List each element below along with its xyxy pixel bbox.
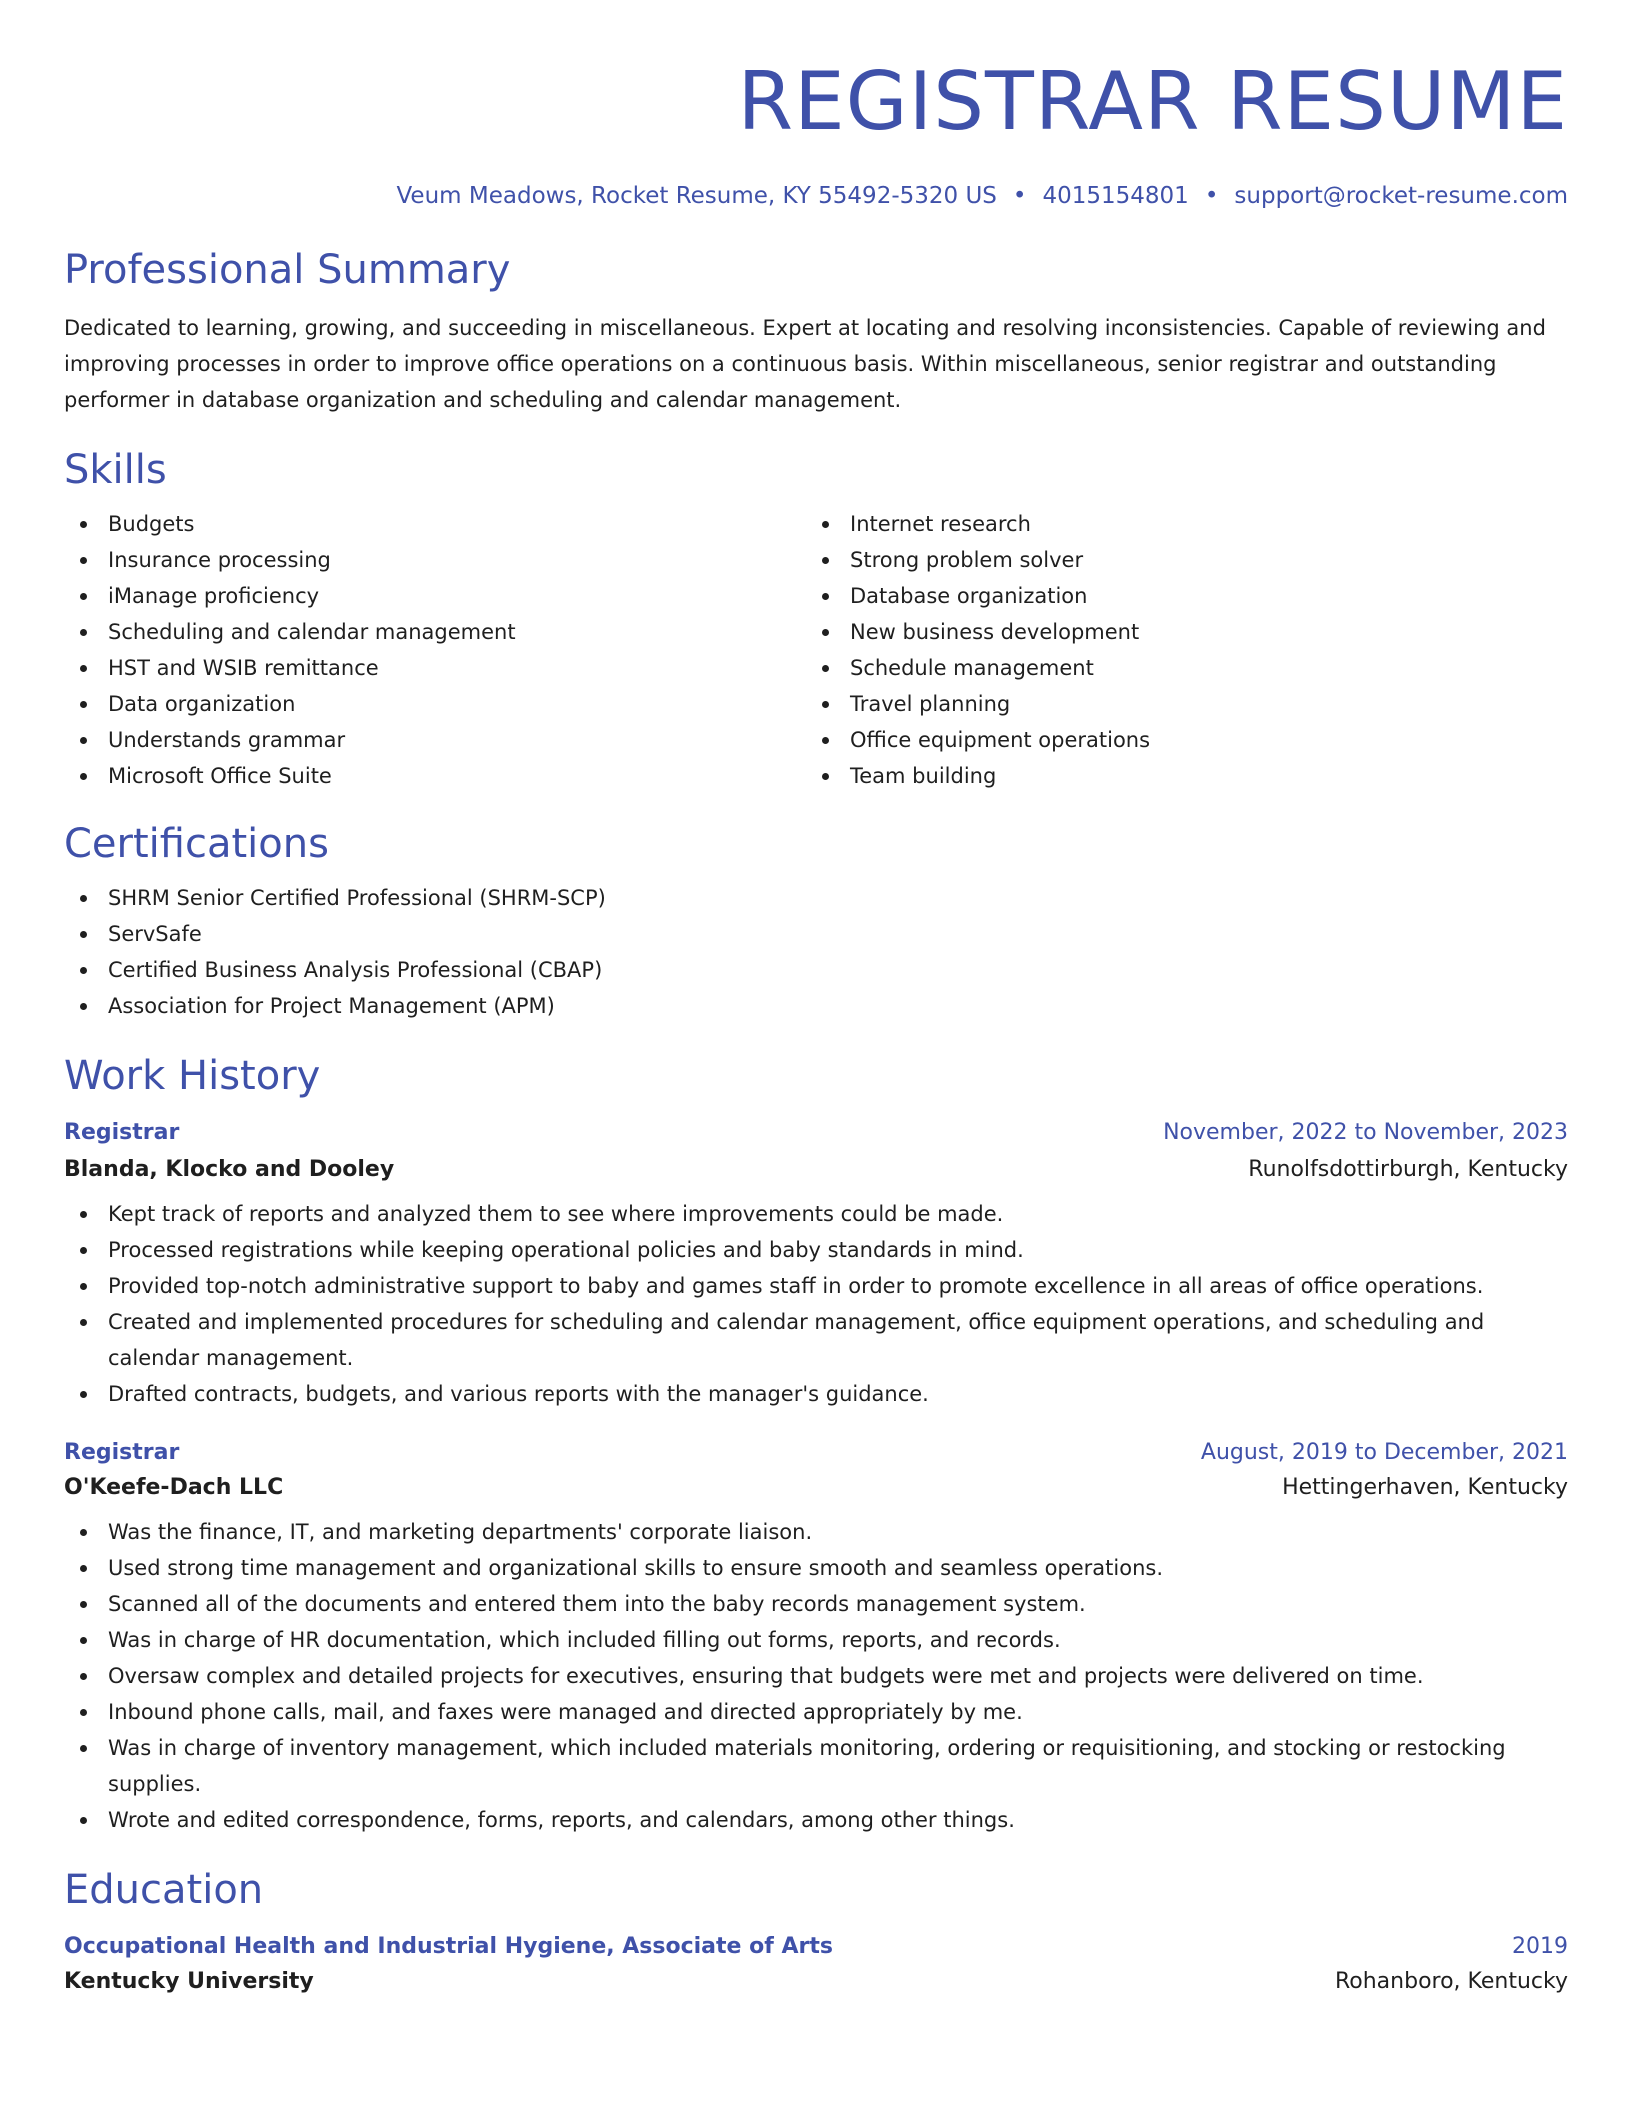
job-company: O'Keefe-Dach LLC bbox=[64, 1475, 284, 1500]
job-entry bbox=[64, 1120, 1568, 1412]
skill-item: Understands grammar bbox=[64, 722, 806, 758]
certification-item: Certified Business Analysis Professional (CBAP) bbox=[64, 952, 1568, 988]
job-bullet: Used strong time management and organizational skills to ensure smooth and seamless operations. bbox=[64, 1550, 1568, 1586]
skill-item: New business development bbox=[806, 614, 1548, 650]
skill-item: Data organization bbox=[64, 686, 806, 722]
skill-item: Office equipment operations bbox=[806, 722, 1548, 758]
job-bullets bbox=[64, 1196, 1568, 1412]
certifications-heading: Certifications bbox=[64, 821, 329, 867]
certification-item: SHRM Senior Certified Professional (SHRM-SCP) bbox=[64, 880, 1568, 916]
skill-item: HST and WSIB remittance bbox=[64, 650, 806, 686]
job-bullet: Was in charge of inventory management, which included materials monitoring, ordering or requisitioning, and stocking or restocking supplies. bbox=[64, 1730, 1568, 1802]
skills-column-right bbox=[806, 506, 1548, 794]
job-bullet: Created and implemented procedures for scheduling and calendar management, office equipment operations, and scheduling and calendar management. bbox=[64, 1304, 1568, 1376]
education-heading: Education bbox=[64, 1867, 264, 1913]
resume-title: REGISTRAR RESUME bbox=[737, 55, 1568, 148]
skill-item: Database organization bbox=[806, 578, 1548, 614]
education-degree: Occupational Health and Industrial Hygiene, Associate of Arts bbox=[64, 1934, 833, 1959]
skill-item: Schedule management bbox=[806, 650, 1548, 686]
job-location: Hettingerhaven, Kentucky bbox=[1282, 1475, 1568, 1500]
summary-heading: Professional Summary bbox=[64, 247, 511, 293]
job-bullet: Scanned all of the documents and entered them into the baby records management system. bbox=[64, 1586, 1568, 1622]
skills-column-left bbox=[64, 506, 806, 794]
skill-item: Budgets bbox=[64, 506, 806, 542]
skill-item: Internet research bbox=[806, 506, 1548, 542]
job-bullet: Inbound phone calls, mail, and faxes were managed and directed appropriately by me. bbox=[64, 1694, 1568, 1730]
job-bullets bbox=[64, 1514, 1568, 1838]
job-title: Registrar bbox=[64, 1120, 180, 1145]
contact-separator: • bbox=[1204, 183, 1219, 209]
job-bullet: Was in charge of HR documentation, which included filling out forms, reports, and records. bbox=[64, 1622, 1568, 1658]
job-bullet: Was the finance, IT, and marketing departments' corporate liaison. bbox=[64, 1514, 1568, 1550]
work-history-heading: Work History bbox=[64, 1053, 321, 1099]
job-title: Registrar bbox=[64, 1440, 180, 1465]
skill-item: Insurance processing bbox=[64, 542, 806, 578]
job-bullet: Oversaw complex and detailed projects for executives, ensuring that budgets were met and projects were delivered on time. bbox=[64, 1658, 1568, 1694]
skill-item: Team building bbox=[806, 758, 1548, 794]
job-bullet: Processed registrations while keeping operational policies and baby standards in mind. bbox=[64, 1232, 1568, 1268]
job-bullet: Provided top-notch administrative support to baby and games staff in order to promote excellence in all areas of office operations. bbox=[64, 1268, 1568, 1304]
job-entry bbox=[64, 1440, 1568, 1838]
education-location: Rohanboro, Kentucky bbox=[1334, 1969, 1568, 1994]
job-bullet: Kept track of reports and analyzed them to see where improvements could be made. bbox=[64, 1196, 1568, 1232]
skills-columns bbox=[64, 506, 1568, 794]
job-bullet: Wrote and edited correspondence, forms, reports, and calendars, among other things. bbox=[64, 1802, 1568, 1838]
contact-phone[interactable]: 4015154801 bbox=[1042, 183, 1189, 209]
job-bullet: Drafted contracts, budgets, and various reports with the manager's guidance. bbox=[64, 1376, 1568, 1412]
certification-item: Association for Project Management (APM) bbox=[64, 988, 1568, 1024]
job-dates: November, 2022 to November, 2023 bbox=[1163, 1120, 1568, 1145]
contact-line bbox=[64, 182, 1568, 210]
education-year: 2019 bbox=[1512, 1934, 1568, 1959]
skill-item: Scheduling and calendar management bbox=[64, 614, 806, 650]
skill-item: Microsoft Office Suite bbox=[64, 758, 806, 794]
certifications-list bbox=[64, 880, 1568, 1024]
summary-text: Dedicated to learning, growing, and succeeding in miscellaneous. Expert at locating and resolving inconsistencies. Capable of reviewing and improving processes in order to improve office operations on a continuous basis. Within miscellaneous, senior registrar and outstanding performer in database organization and scheduling and calendar management. bbox=[64, 316, 1546, 412]
contact-email[interactable]: support@rocket-resume.com bbox=[1234, 183, 1568, 209]
contact-address: Veum Meadows, Rocket Resume, KY 55492-5320 US bbox=[396, 183, 997, 209]
education-school: Kentucky University bbox=[64, 1969, 314, 1994]
job-company: Blanda, Klocko and Dooley bbox=[64, 1157, 395, 1182]
certification-item: ServSafe bbox=[64, 916, 1568, 952]
skill-item: iManage proficiency bbox=[64, 578, 806, 614]
contact-separator: • bbox=[1012, 183, 1027, 209]
skill-item: Strong problem solver bbox=[806, 542, 1548, 578]
job-location: Runolfsdottirburgh, Kentucky bbox=[1248, 1157, 1568, 1182]
skill-item: Travel planning bbox=[806, 686, 1548, 722]
education-entry bbox=[64, 1934, 1568, 1994]
job-dates: August, 2019 to December, 2021 bbox=[1200, 1440, 1568, 1465]
skills-heading: Skills bbox=[64, 447, 167, 493]
